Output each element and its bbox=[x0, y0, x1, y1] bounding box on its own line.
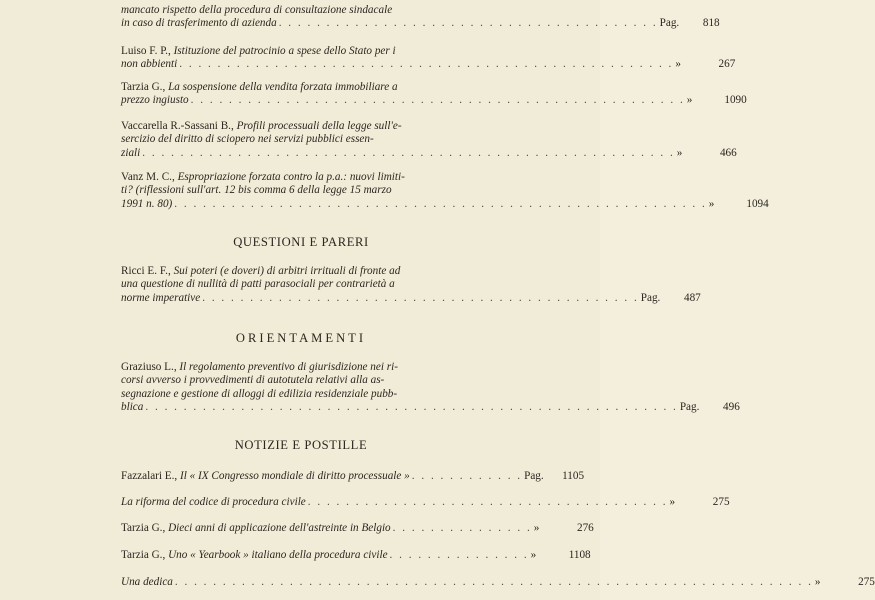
section-heading-orientamenti: ORIENTAMENTI bbox=[235, 331, 367, 345]
page-label: » bbox=[814, 576, 821, 588]
entry-line: Sui poteri (e doveri) di arbitri irrituali di fronte ad bbox=[173, 265, 401, 277]
entry-line: norme imperative bbox=[121, 291, 201, 304]
index-entry: Tarzia G., Dieci anni di applicazione dell'astreinte in Belgio . . . . . . . . . . . . . . . » 276 bbox=[121, 522, 594, 534]
entry-line: Istituzione del patrocinio a spese dello Stato per i bbox=[173, 45, 396, 57]
index-entry: Tarzia G., Uno « Yearbook » italiano della procedura civile . . . . . . . . . . . . . . . » 1108 bbox=[121, 549, 591, 561]
entry-line: una questione di nullità di patti parasociali per contrarietà a bbox=[121, 278, 395, 291]
page-label: » bbox=[669, 496, 676, 508]
page-number: 1094 bbox=[746, 197, 769, 210]
page-label: » bbox=[675, 58, 681, 71]
page-number: 1108 bbox=[568, 549, 591, 561]
page-label: » bbox=[676, 146, 683, 159]
page-number: 818 bbox=[702, 17, 720, 30]
entry-line: corsi avverso i provvedimenti di autotutela relativi alla as- bbox=[121, 374, 385, 387]
entry-line: Il regolamento preventivo di giurisdizione nei ri- bbox=[179, 361, 398, 373]
entry-line: in caso di trasferimento di azienda bbox=[121, 17, 277, 30]
index-entry: Una dedica . . . . . . . . . . . . . . . . . . . . . . . . . . . . . . . . . . . . . . . . . . . . . . . . . . . . . . . . . . . . . . . . . . . » 275 bbox=[121, 576, 875, 588]
entry-line: La sospensione della vendita forzata immobiliare a bbox=[168, 81, 398, 93]
section-heading-questioni: QUESTIONI E PARERI bbox=[233, 235, 369, 249]
entry-line: Una dedica bbox=[121, 576, 173, 588]
entry-line: Dieci anni di applicazione dell'astreinte in Belgio bbox=[168, 522, 391, 534]
entry-line: sercizio del diritto di sciopero nei servizi pubblici essen- bbox=[121, 133, 374, 146]
entry-author: Graziuso L., bbox=[121, 361, 177, 373]
entry-line: Il « IX Congresso mondiale di diritto processuale » bbox=[180, 470, 410, 482]
index-entry: mancato rispetto della procedura di consultazione sindacale in caso di trasferimento di azienda . . . . . . . . . . . . . . . . . . . . . . . . . . . . . . . . . . . . . . . . Pag. 818 bbox=[121, 4, 720, 30]
entry-line: Uno « Yearbook » italiano della procedura civile bbox=[168, 549, 388, 561]
page-number: 275 bbox=[858, 576, 875, 588]
entry-author: Tarzia G., bbox=[121, 522, 166, 534]
page-number: 1105 bbox=[562, 470, 585, 482]
index-entry: Tarzia G., La sospensione della vendita forzata immobiliare a prezzo ingiusto . . . . . . . . . . . . . . . . . . . . . . . . . . . . . . . . . . . . . . . . . . . . . . . . . . . . » 1090 bbox=[121, 81, 747, 107]
entry-author: Tarzia G., bbox=[121, 81, 166, 93]
entry-author: Vanz M. C., bbox=[121, 171, 175, 183]
entry-line: La riforma del codice di procedura civile bbox=[121, 496, 306, 508]
page-label: Pag. bbox=[524, 470, 544, 482]
page-label: » bbox=[530, 549, 537, 561]
page-label: » bbox=[533, 522, 540, 534]
index-entry: Vaccarella R.-Sassani B., Profili processuali della legge sull'e- sercizio del diritto di sciopero nei servizi pubblici essen- ziali . . . . . . . . . . . . . . . . . . . . . . . . . . . . . . . . . . . . . . . . . . . . . . . . . . . . . . . . » 466 bbox=[121, 120, 737, 159]
page-label: Pag. bbox=[659, 17, 680, 30]
entry-line: 1991 n. 80) bbox=[121, 197, 173, 210]
page-label: » bbox=[686, 94, 693, 107]
entry-line: segnazione e gestione di alloggi di edilizia residenziale pubb- bbox=[121, 387, 398, 400]
page-label: Pag. bbox=[679, 401, 700, 414]
page-number: 466 bbox=[719, 146, 737, 159]
page-number: 496 bbox=[723, 401, 740, 414]
page-number: 276 bbox=[576, 522, 594, 534]
entry-author: Luiso F. P., bbox=[121, 45, 171, 57]
entry-line: mancato rispetto della procedura di consultazione sindacale bbox=[121, 4, 393, 16]
index-entry: Graziuso L., Il regolamento preventivo di giurisdizione nei ri- corsi avverso i provvedimenti di autotutela relativi alla as- segnazione e gestione di alloggi di edilizia residenziale pubb- blica . . . . . . . . . . . . . . . . . . . . . . . . . . . . . . . . . . . . . . . . . . . . . . . . . . . . . . . . Pag. 496 bbox=[121, 361, 740, 414]
entry-author: Ricci E. F., bbox=[121, 265, 171, 277]
index-entry: Vanz M. C., Espropriazione forzata contro la p.a.: nuovi limiti- ti? (riflessioni sull'art. 12 bis comma 6 della legge 15 marzo 1991 n. 80) . . . . . . . . . . . . . . . . . . . . . . . . . . . . . . . . . . . . . . . . . . . . . . . . . . . . . . . . » 1094 bbox=[121, 171, 769, 210]
page-label: » bbox=[708, 197, 715, 210]
page-number: 487 bbox=[683, 291, 701, 304]
entry-line: Profili processuali della legge sull'e- bbox=[236, 120, 402, 132]
page-number: 267 bbox=[718, 58, 736, 71]
entry-line: Espropriazione forzata contro la p.a.: nuovi limiti- bbox=[177, 171, 405, 183]
page-label: Pag. bbox=[640, 291, 661, 304]
entry-line: non abbienti bbox=[121, 58, 178, 71]
index-entry: La riforma del codice di procedura civile . . . . . . . . . . . . . . . . . . . . . . . . . . . . . . . . . . . . . . » 275 bbox=[121, 496, 730, 508]
entry-line: prezzo ingiusto bbox=[121, 94, 189, 107]
entry-line: blica bbox=[121, 401, 144, 414]
entry-author: Tarzia G., bbox=[121, 549, 166, 561]
entry-line: ti? (riflessioni sull'art. 12 bis comma 6 della legge 15 marzo bbox=[121, 184, 392, 197]
entry-author: Fazzalari E., bbox=[121, 470, 178, 482]
page-number: 275 bbox=[712, 496, 730, 508]
index-entry: Fazzalari E., Il « IX Congresso mondiale di diritto processuale » . . . . . . . . . . . . Pag. 1105 bbox=[121, 470, 585, 482]
entry-author: Vaccarella R.-Sassani B., bbox=[121, 120, 234, 132]
page-number: 1090 bbox=[724, 94, 747, 107]
index-entry: Ricci E. F., Sui poteri (e doveri) di arbitri irrituali di fronte ad una questione di nullità di patti parasociali per contrarietà a norme imperative . . . . . . . . . . . . . . . . . . . . . . . . . . . . . . . . . . . . . . . . . . . . . . Pag. 487 bbox=[121, 265, 701, 304]
entry-line: ziali bbox=[121, 146, 141, 159]
section-heading-notizie: NOTIZIE E POSTILLE bbox=[234, 438, 368, 452]
index-entry: Luiso F. P., Istituzione del patrocinio a spese dello Stato per i non abbienti . . . . . . . . . . . . . . . . . . . . . . . . . . . . . . . . . . . . . . . . . . . . . . . . . . . . » 267 bbox=[121, 45, 736, 71]
